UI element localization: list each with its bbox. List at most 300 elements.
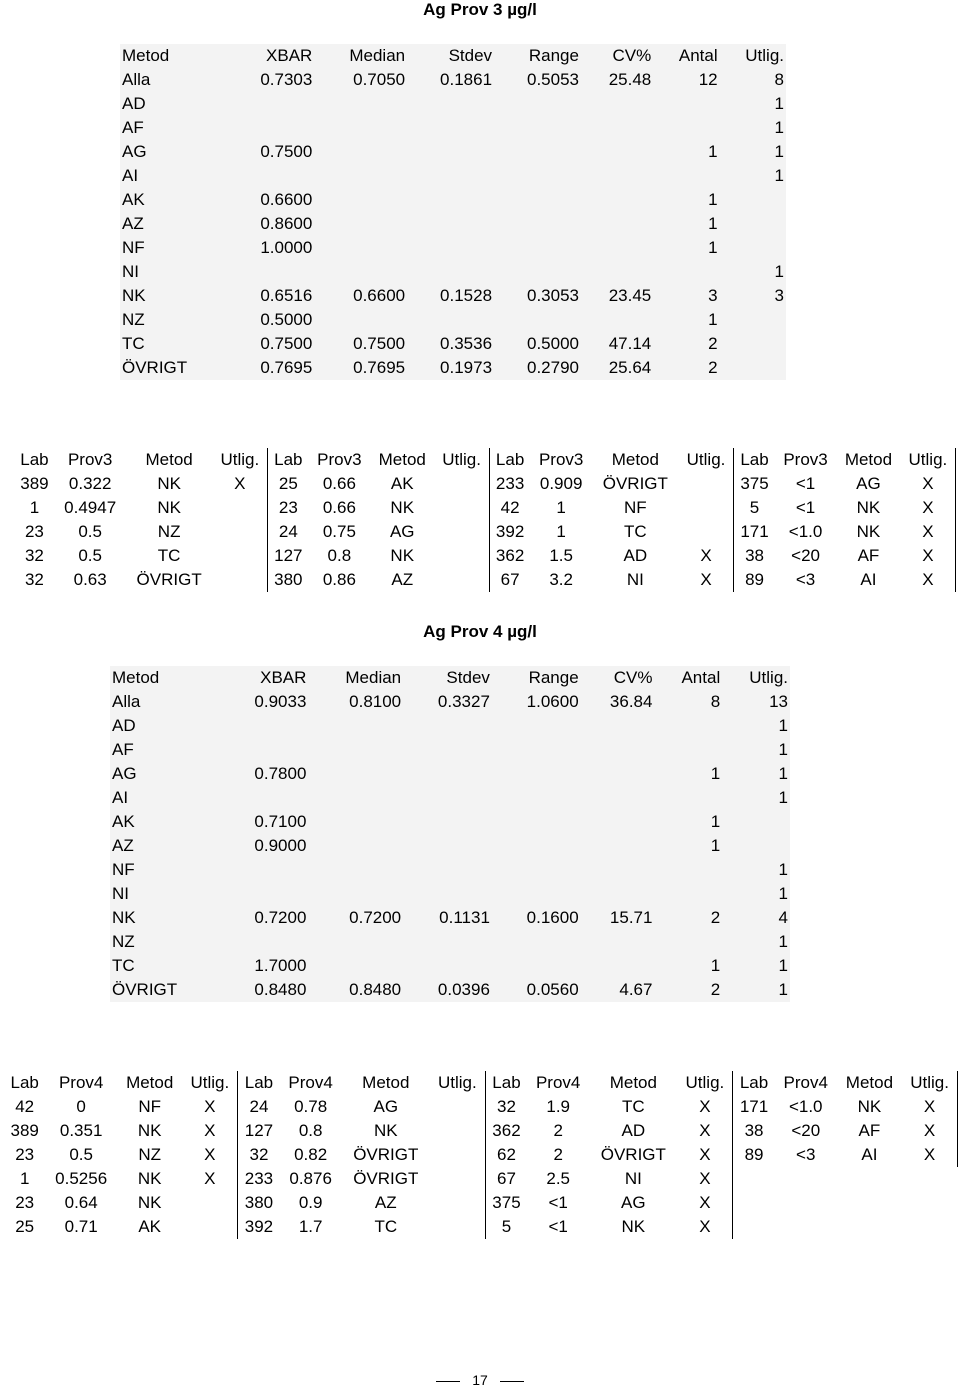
- lab-cell: [679, 472, 734, 496]
- lab-cell: [435, 472, 490, 496]
- stats-cell: ÖVRIGT: [122, 358, 188, 377]
- stats-cell: [720, 212, 786, 236]
- stats-cell: [314, 236, 407, 260]
- stats-cell: [720, 308, 786, 332]
- stats-cell: [403, 882, 492, 906]
- stats-cell: 0.7500: [260, 334, 313, 353]
- lab-header-cell: Metod: [126, 1073, 174, 1092]
- stats-cell: [314, 164, 407, 188]
- lab-cell: 32: [485, 1095, 527, 1119]
- stats-cell: 1: [774, 142, 784, 161]
- stats-cell: [722, 810, 790, 834]
- lab-header-cell: Prov3: [317, 450, 362, 469]
- lab-header-cell: Utlig.: [442, 450, 481, 469]
- lab-cell: X: [699, 1121, 711, 1140]
- stats-cell: AZ: [112, 836, 134, 855]
- stats-cell: 1: [710, 956, 721, 975]
- lab-cell: [430, 1215, 485, 1239]
- stats-cell: 1: [778, 740, 788, 759]
- lab-header-cell: Lab: [489, 448, 530, 472]
- lab-cell: <1.0: [788, 1097, 823, 1116]
- lab-cell: NZ: [138, 1145, 162, 1164]
- stats-cell: [492, 810, 581, 834]
- lab-cell: NK: [137, 1121, 162, 1140]
- lab-cell: 0.71: [64, 1217, 98, 1236]
- stats-cell: [581, 212, 653, 236]
- stats-cell: 1: [778, 764, 788, 783]
- stats-cell: NZ: [112, 932, 135, 951]
- stats-cell: 0.1528: [440, 286, 493, 305]
- stats-header-cell: Range: [528, 46, 579, 65]
- lab-cell: NZ: [157, 522, 181, 541]
- stats-cell: AG: [112, 764, 137, 783]
- stats-cell: AG: [122, 142, 147, 161]
- lab-header-cell: Utlig.: [190, 1073, 230, 1092]
- stats-cell: [720, 188, 786, 212]
- stats-cell: 0.0560: [526, 980, 579, 999]
- lab-cell: 171: [734, 520, 775, 544]
- lab-cell: <1.0: [788, 522, 823, 541]
- lab-cell: TC: [624, 522, 647, 541]
- stats-cell: [403, 786, 492, 810]
- lab-row: [4, 1143, 958, 1167]
- stats-cell: NI: [112, 884, 129, 903]
- stats-row: [120, 332, 786, 356]
- lab-cell: X: [204, 1145, 216, 1164]
- stats-cell: AI: [112, 788, 129, 807]
- lab-cell: X: [699, 1193, 711, 1212]
- stats-cell: [492, 858, 581, 882]
- lab-cell: ÖVRIGT: [136, 570, 202, 589]
- stats-cell: [494, 308, 581, 332]
- stats-cell: 0.3053: [526, 286, 579, 305]
- lab-cell: NI: [624, 1169, 642, 1188]
- stats-cell: [653, 260, 719, 284]
- lab-cell: [902, 1167, 957, 1191]
- lab-cell: 0.86: [322, 570, 356, 589]
- lab-cell: [213, 520, 268, 544]
- lab-cell: X: [700, 570, 712, 589]
- stats-row: [120, 236, 786, 260]
- lab-cell: 23: [15, 1193, 35, 1212]
- stats-cell: [654, 714, 722, 738]
- stats-header-row: [110, 666, 790, 690]
- stats-row: [110, 690, 790, 714]
- stats-cell: 1: [708, 214, 718, 233]
- lab-cell: 32: [238, 1143, 280, 1167]
- stats-cell: [403, 858, 492, 882]
- lab-cell: TC: [621, 1097, 645, 1116]
- stats-cell: 1: [710, 836, 721, 855]
- lab-cell: 1: [19, 1169, 30, 1188]
- lab-cell: [679, 520, 734, 544]
- lab-cell: 389: [20, 474, 49, 493]
- stats-cell: [407, 116, 494, 140]
- lab-cell: [775, 1191, 837, 1215]
- stats-cell: 15.71: [609, 908, 653, 927]
- lab-cell: TC: [374, 1217, 398, 1236]
- stats-cell: 0.7695: [353, 358, 406, 377]
- lab-header-cell: Lab: [20, 450, 49, 469]
- lab-cell: NK: [373, 1121, 398, 1140]
- stats-cell: 0.6516: [260, 286, 313, 305]
- lab-header-cell: Utlig.: [901, 448, 956, 472]
- stats-cell: 0.7303: [260, 70, 313, 89]
- stats-cell: [492, 930, 581, 954]
- lab-cell: X: [901, 496, 956, 520]
- stats-cell: [581, 260, 653, 284]
- page-number: 17: [472, 1372, 488, 1388]
- stats-cell: 2: [710, 908, 721, 927]
- lab-cell: 0.8: [327, 546, 352, 565]
- lab-cell: 62: [485, 1143, 527, 1167]
- stats-cell: [494, 164, 581, 188]
- lab-cell: AZ: [391, 570, 414, 589]
- stats-header-cell: Median: [349, 46, 406, 65]
- stats-header-cell: XBAR: [260, 668, 307, 687]
- stats-cell: 0.7200: [254, 908, 307, 927]
- lab-cell: 0.66: [322, 474, 356, 493]
- stats-cell: [492, 762, 581, 786]
- lab-cell: 0: [76, 1097, 86, 1116]
- lab-row: [14, 568, 956, 592]
- lab-header-cell: Lab: [10, 1073, 39, 1092]
- lab-cell: 1: [29, 498, 40, 517]
- stats-cell: AK: [112, 812, 135, 831]
- stats-cell: 0.2790: [526, 358, 579, 377]
- stats-cell: AF: [122, 118, 144, 137]
- stats-cell: 1: [778, 932, 788, 951]
- stats-row: [110, 882, 790, 906]
- lab-cell: X: [699, 1217, 711, 1236]
- stats-cell: AF: [112, 740, 134, 759]
- stats-cell: 13: [769, 692, 788, 711]
- lab-cell: 67: [485, 1167, 527, 1191]
- stats-cell: [581, 954, 655, 978]
- stats-row: [120, 308, 786, 332]
- stats-cell: [403, 954, 492, 978]
- lab-cell: X: [699, 1097, 711, 1116]
- stats-cell: 2: [708, 334, 718, 353]
- stats-cell: 4: [778, 908, 788, 927]
- stats-cell: Alla: [122, 70, 151, 89]
- stats-cell: TC: [122, 334, 145, 353]
- stats-cell: [581, 786, 655, 810]
- stats-cell: 1: [774, 94, 784, 113]
- lab-header-cell: Utlig.: [902, 1071, 957, 1095]
- stats-cell: [407, 308, 494, 332]
- stats-cell: [308, 858, 403, 882]
- lab-cell: AG: [621, 1193, 646, 1212]
- lab-cell: [182, 1191, 237, 1215]
- stats-cell: [720, 356, 786, 380]
- lab-cell: <1: [795, 474, 816, 493]
- stats-cell: [581, 308, 653, 332]
- stats-row: [110, 906, 790, 930]
- stats-cell: AI: [122, 166, 139, 185]
- lab-cell: [435, 520, 490, 544]
- lab-cell: 375: [485, 1191, 527, 1215]
- lab-cell: 0.63: [73, 570, 107, 589]
- stats-cell: [220, 930, 309, 954]
- lab-header-cell: Lab: [238, 1071, 280, 1095]
- stats-cell: NK: [112, 908, 136, 927]
- lab-row: [4, 1191, 958, 1215]
- lab-row: [14, 520, 956, 544]
- stats-cell: 47.14: [608, 334, 652, 353]
- stats-header-cell: Stdev: [446, 668, 490, 687]
- stats-cell: 0.1600: [526, 908, 579, 927]
- lab-cell: 362: [489, 544, 530, 568]
- stats-cell: [227, 116, 314, 140]
- stats-cell: [581, 236, 653, 260]
- stats-cell: 2: [708, 358, 718, 377]
- lab-cell: 0.5: [78, 546, 102, 565]
- stats-cell: [407, 236, 494, 260]
- stats-cell: [403, 714, 492, 738]
- stats-cell: Alla: [112, 692, 141, 711]
- stats-cell: NF: [122, 238, 145, 257]
- stats-cell: 1: [774, 262, 784, 281]
- lab-cell: AG: [373, 1097, 399, 1116]
- stats-cell: 36.84: [609, 692, 653, 711]
- lab-cell: NK: [856, 522, 881, 541]
- lab-cell: 2: [553, 1145, 563, 1164]
- lab-cell: 0.9: [298, 1193, 323, 1212]
- lab-cell: NI: [626, 570, 644, 589]
- stats-cell: 0.7050: [353, 70, 406, 89]
- stats-cell: [494, 140, 581, 164]
- stats-cell: [403, 810, 492, 834]
- lab-cell: [430, 1119, 485, 1143]
- stats-cell: [581, 882, 655, 906]
- lab-cell: 127: [238, 1119, 280, 1143]
- stats-cell: [581, 188, 653, 212]
- lab-cell: [775, 1215, 837, 1239]
- lab-cell: X: [699, 1169, 711, 1188]
- stats-cell: 0.3536: [440, 334, 493, 353]
- stats-cell: [220, 714, 309, 738]
- lab-cell: 23: [267, 496, 308, 520]
- lab-cell: NK: [390, 546, 415, 565]
- lab-cell: 3.2: [549, 570, 573, 589]
- stats-cell: 0.6600: [260, 190, 313, 209]
- stats-cell: [308, 810, 403, 834]
- lab-cell: 89: [733, 1143, 775, 1167]
- lab-cell: 0.66: [322, 498, 356, 517]
- lab-cell: 32: [24, 546, 44, 565]
- lab-cell: NK: [390, 498, 415, 517]
- lab-cell: X: [902, 1143, 957, 1167]
- lab-cell: ÖVRIGT: [602, 474, 668, 493]
- lab-cell: NK: [157, 474, 181, 493]
- stats-cell: [494, 188, 581, 212]
- stats-cell: [653, 92, 719, 116]
- lab-cell: [733, 1215, 775, 1239]
- stats-row: [120, 260, 786, 284]
- lab-header-row: [4, 1071, 958, 1095]
- lab-cell: [435, 568, 490, 592]
- stats-cell: [722, 834, 790, 858]
- stats-cell: [492, 834, 581, 858]
- lab-header-cell: Metod: [145, 450, 193, 469]
- stats-cell: [407, 164, 494, 188]
- stats-row: [110, 714, 790, 738]
- stats-cell: [220, 882, 309, 906]
- stats-cell: AZ: [122, 214, 144, 233]
- lab-cell: 25: [15, 1217, 35, 1236]
- stats-cell: [492, 954, 581, 978]
- lab-cell: 1.5: [549, 546, 573, 565]
- lab-header-cell: Prov3: [67, 450, 113, 469]
- lab-cell: <1: [795, 498, 816, 517]
- lab-cell: 1: [556, 498, 566, 517]
- stats-row: [110, 786, 790, 810]
- stats-cell: [581, 738, 655, 762]
- stats-cell: 0.9033: [254, 692, 307, 711]
- lab-cell: AK: [138, 1217, 162, 1236]
- stats-row: [120, 356, 786, 380]
- stats-cell: 3: [774, 286, 784, 305]
- lab-cell: 127: [267, 544, 308, 568]
- stats-row: [110, 762, 790, 786]
- stats-cell: ÖVRIGT: [112, 980, 178, 999]
- lab-cell: X: [901, 520, 956, 544]
- lab-header-cell: Metod: [845, 1073, 894, 1092]
- stats-cell: [492, 738, 581, 762]
- stats-cell: [492, 786, 581, 810]
- lab-header-cell: Lab: [267, 448, 308, 472]
- lab-cell: X: [204, 1097, 216, 1116]
- lab-cell: X: [901, 472, 956, 496]
- lab-header-cell: Prov3: [783, 450, 828, 469]
- lab-cell: 0.5256: [55, 1169, 108, 1188]
- lab-row: [14, 472, 956, 496]
- stats-cell: [654, 786, 722, 810]
- lab-cell: X: [902, 1119, 957, 1143]
- stats-cell: [314, 116, 407, 140]
- stats-cell: 1: [778, 860, 788, 879]
- lab-cell: 0.351: [59, 1121, 103, 1140]
- lab-cell: X: [204, 1121, 216, 1140]
- lab-cell: [837, 1167, 903, 1191]
- stats-cell: 1: [778, 716, 788, 735]
- lab-cell: 23: [15, 1145, 35, 1164]
- lab-header-cell: Utlig.: [686, 450, 726, 469]
- stats-row: [120, 284, 786, 308]
- lab-cell: 25: [267, 472, 308, 496]
- stats-row: [120, 92, 786, 116]
- stats-cell: [403, 930, 492, 954]
- stats-row: [120, 140, 786, 164]
- stats-row: [120, 188, 786, 212]
- stats-cell: NI: [122, 262, 139, 281]
- lab-cell: NK: [856, 498, 881, 517]
- lab-header-cell: Prov3: [538, 450, 584, 469]
- lab-cell: 24: [238, 1095, 280, 1119]
- lab-header-cell: Metod: [611, 450, 659, 469]
- lab-header-cell: Utlig.: [220, 450, 260, 469]
- stats-cell: [494, 212, 581, 236]
- stats-cell: [314, 140, 407, 164]
- stats-cell: [308, 786, 403, 810]
- stats-row: [120, 164, 786, 188]
- stats-cell: 1: [778, 956, 788, 975]
- stats-row: [110, 738, 790, 762]
- stats-cell: [494, 260, 581, 284]
- stats-cell: NF: [112, 860, 135, 879]
- stats-cell: [407, 140, 494, 164]
- stats-row: [110, 834, 790, 858]
- lab-cell: 392: [238, 1215, 280, 1239]
- lab-header-cell: Prov4: [783, 1073, 828, 1092]
- stats-row: [120, 68, 786, 92]
- stats-row: [110, 810, 790, 834]
- lab-header-cell: Metod: [378, 450, 426, 469]
- lab-cell: X: [700, 546, 712, 565]
- stats-cell: 12: [698, 70, 718, 89]
- stats-cell: [220, 786, 309, 810]
- stats-cell: [407, 92, 494, 116]
- lab-header-row: [14, 448, 956, 472]
- lab-header-cell: Prov4: [288, 1073, 333, 1092]
- lab-header-cell: Metod: [844, 450, 893, 469]
- stats-header-cell: CV%: [612, 46, 652, 65]
- stats-cell: AD: [122, 94, 146, 113]
- stats-cell: [220, 738, 309, 762]
- lab-cell: X: [901, 544, 956, 568]
- stats-cell: 0.1973: [440, 358, 493, 377]
- stats-row: [120, 116, 786, 140]
- lab-cell: [430, 1143, 485, 1167]
- lab-cell: X: [699, 1145, 711, 1164]
- stats-cell: 0.8480: [349, 980, 402, 999]
- stats-cell: 0.3327: [437, 692, 490, 711]
- stats-cell: 3: [708, 286, 718, 305]
- stats-cell: [654, 738, 722, 762]
- lab-header-cell: Metod: [609, 1073, 657, 1092]
- stats-cell: 1: [708, 190, 718, 209]
- lab-header-cell: Lab: [734, 448, 775, 472]
- stats-cell: 0.0396: [437, 980, 490, 999]
- lab-cell: 5: [734, 496, 775, 520]
- stats-cell: [494, 236, 581, 260]
- lab-cell: 2: [553, 1121, 563, 1140]
- lab-cell: 380: [267, 568, 308, 592]
- lab-cell: [679, 496, 734, 520]
- stats-cell: 1: [778, 788, 788, 807]
- lab-cell: NK: [857, 1097, 882, 1116]
- stats-header-cell: Antal: [681, 668, 721, 687]
- stats-header-row: [120, 44, 786, 68]
- lab-cell: <3: [795, 570, 816, 589]
- stats-cell: [581, 164, 653, 188]
- stats-cell: 0.8480: [254, 980, 307, 999]
- stats-cell: 1.7000: [254, 956, 307, 975]
- lab-cell: 89: [734, 568, 775, 592]
- stats-cell: [720, 236, 786, 260]
- prov4-title: Ag Prov 4 µg/l: [423, 622, 537, 641]
- lab-cell: NK: [621, 1217, 646, 1236]
- stats-cell: [227, 260, 314, 284]
- lab-cell: <1: [548, 1217, 568, 1236]
- lab-cell: 375: [734, 472, 775, 496]
- stats-cell: AD: [112, 716, 136, 735]
- lab-cell: AD: [621, 1121, 646, 1140]
- stats-cell: [220, 858, 309, 882]
- lab-cell: 0.5: [69, 1145, 93, 1164]
- stats-row: [110, 954, 790, 978]
